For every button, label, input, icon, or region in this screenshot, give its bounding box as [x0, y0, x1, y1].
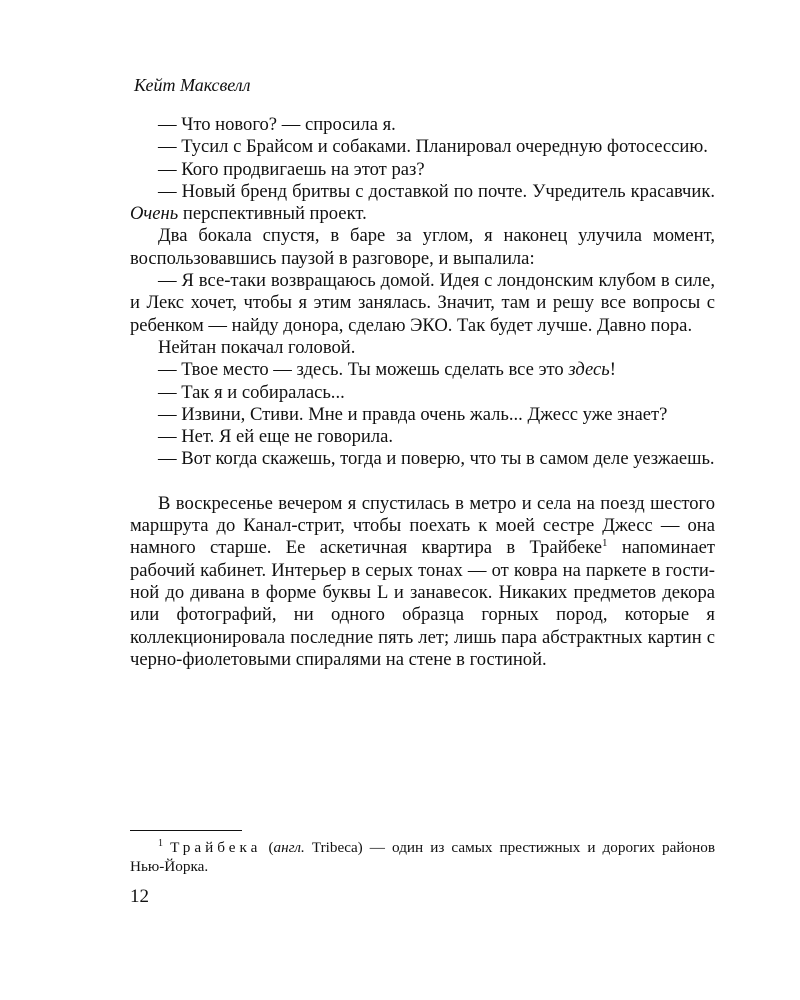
italic-emphasis: Очень	[130, 203, 179, 225]
text-run: !	[609, 359, 616, 381]
paragraph-narration: Нейтан покачал головой.	[158, 336, 356, 358]
footnote	[130, 838, 715, 876]
paragraph-dialogue: — Извини, Стиви. Мне и правда очень жаль... Джесс уже знает?	[158, 403, 668, 425]
italic-emphasis: здесь	[568, 359, 610, 381]
text-run: В воскресенье вечером я спустилась в метро и села на поезд шестого маршрута до Канал-стрит, чтобы поехать к моей сестре Джесс — она намного старше. Ее аскетичная квартира в Трайбеке	[130, 492, 715, 559]
paragraph-dialogue: — Тусил с Брайсом и собаками. Планировал очередную фотосессию.	[158, 136, 708, 158]
footnote-term: Трайбека	[170, 839, 262, 856]
running-head-author: Кейт Максвелл	[134, 75, 251, 95]
paragraph-dialogue: — Вот когда скажешь, тогда и поверю, что ты в самом деле уезжаешь.	[158, 448, 715, 470]
paragraph-narration: Два бокала спустя, в баре за углом, я наконец улучила момент, воспользовавшись паузой в разговоре, и выпалила:	[130, 225, 715, 269]
text-run: — Твое место — здесь. Ты можешь сделать все это	[158, 359, 569, 381]
text-run: напоминает рабочий кабинет. Интерьер в серых тонах — от ковра на паркете в гостиной до дивана в форме буквы L и занавесок. Никаких предметов декора или фотографий, ни одного образца горных пород, которые я коллекционировала последние пять лет; лишь пара абстрактных картин с черно-фиолетовыми спиралями на стене в гостиной.	[130, 537, 715, 670]
footnote-mark: 1	[158, 837, 163, 849]
footnote-reference: 1	[601, 537, 608, 550]
paragraph-dialogue	[130, 359, 715, 381]
text-run: — Новый бренд бритвы с доставкой по почте. Учредитель красавчик.	[158, 180, 715, 202]
paragraph-dialogue: — Кого продвигаешь на этот раз?	[158, 158, 425, 180]
footnote-text: Tribeca) — один из самых престижных и дорогих районов Нью-Йорка.	[130, 839, 716, 875]
paragraph-dialogue	[130, 181, 715, 226]
paragraph-narration	[130, 493, 715, 671]
paragraph-dialogue: — Я все-таки возвращаюсь домой. Идея с лондонским клубом в силе, и Лекс хочет, чтобы я этим занялась. Значит, там и решу все вопросы с ребенком — найду донора, сделаю ЭКО. Так будет лучше. Давно пора.	[130, 270, 715, 336]
text-run: перспективный проект.	[178, 203, 367, 225]
paragraph-dialogue: — Так я и собиралась...	[158, 381, 345, 403]
main-text	[130, 114, 715, 671]
paragraph-dialogue: — Что нового? — спросила я.	[158, 114, 396, 135]
page-number: 12	[130, 886, 149, 907]
footnote-language: англ.	[273, 839, 305, 856]
paragraph-dialogue: — Нет. Я ей еще не говорила.	[158, 426, 394, 448]
footnote-text: (	[261, 839, 274, 856]
footnote-divider	[130, 830, 242, 831]
